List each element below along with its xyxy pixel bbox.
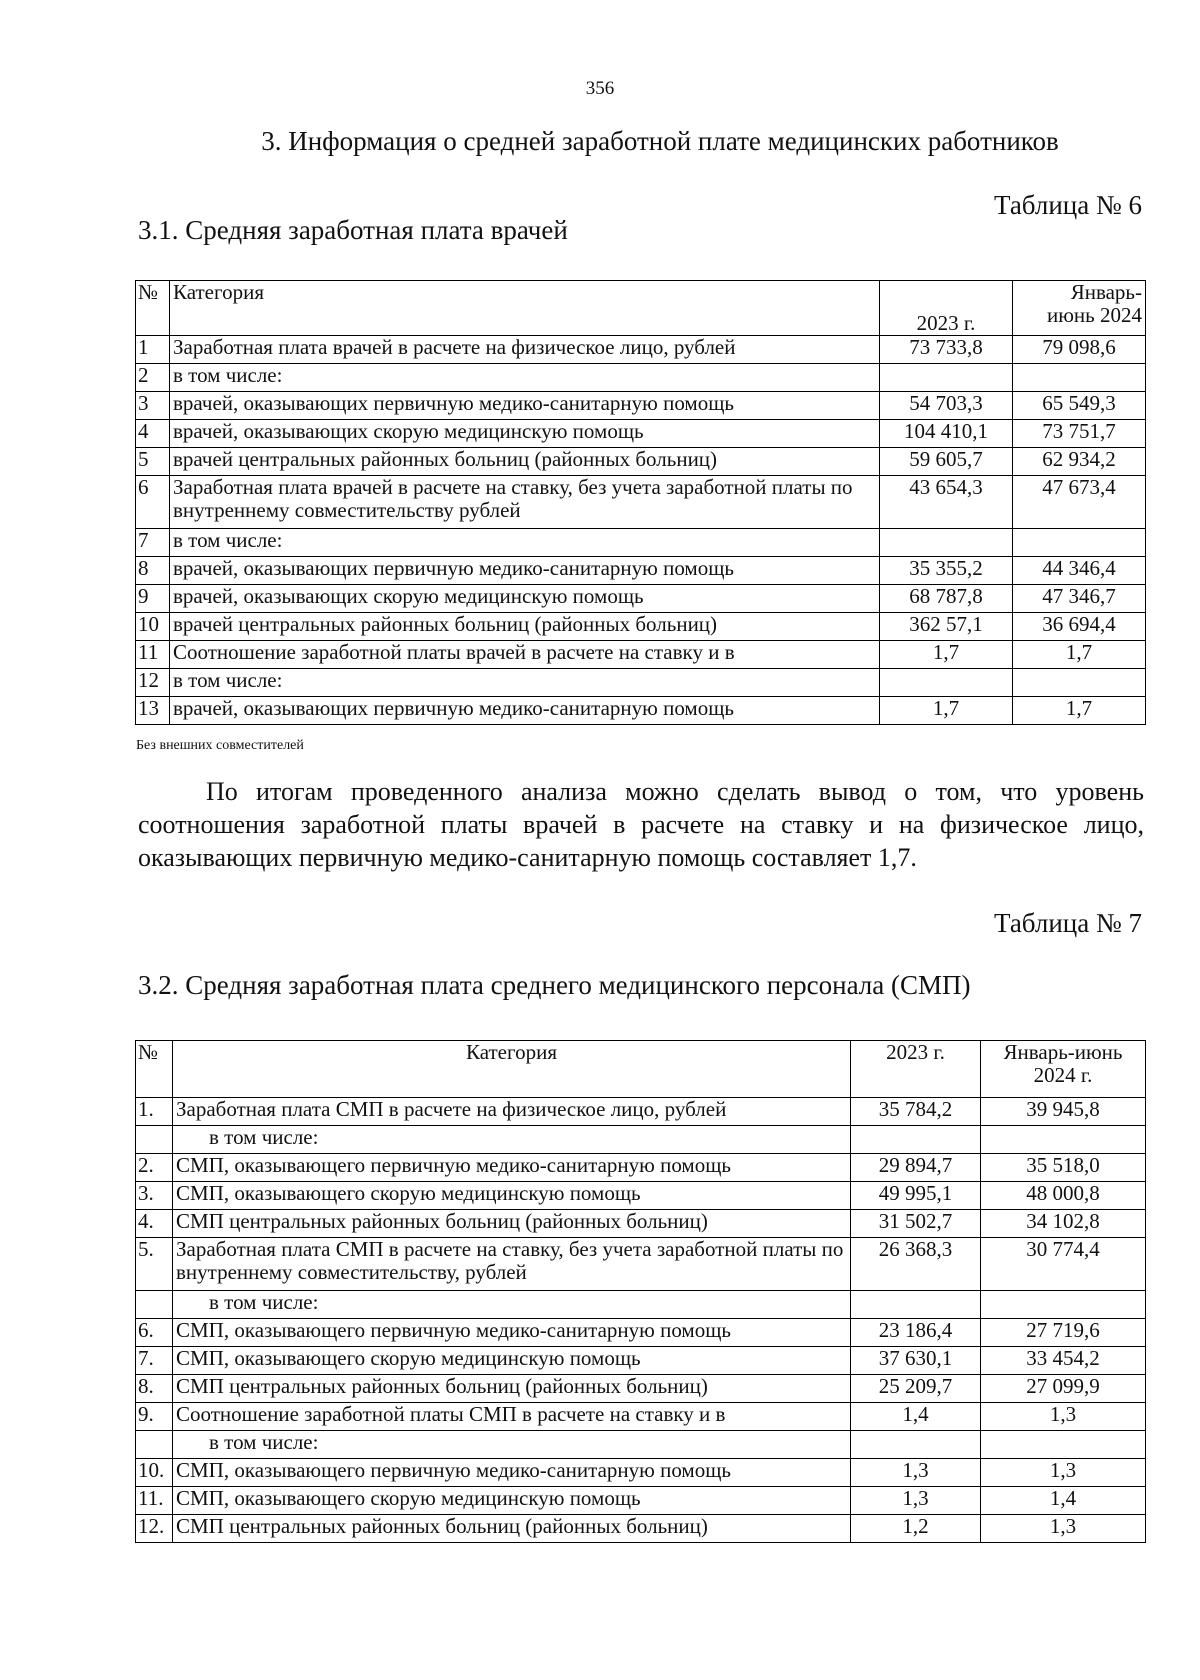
table-6-label: Таблица № 6: [994, 190, 1142, 220]
row-category: в том числе:: [170, 669, 880, 697]
row-category: СМП, оказывающего скорую медицинскую помощь: [173, 1182, 851, 1210]
table-header-row: [136, 1041, 1146, 1098]
row-number: 13: [136, 697, 170, 725]
row-value-jan-jun-2024: 1,7: [1013, 641, 1146, 669]
row-number: [136, 1291, 173, 1319]
row-number: 3: [136, 392, 170, 420]
header-category: Категория: [170, 281, 880, 336]
row-number: 3.: [136, 1182, 173, 1210]
table-row: [136, 1182, 1146, 1210]
row-value-jan-jun-2024: 33 454,2: [981, 1347, 1146, 1375]
row-value-2023: [851, 1291, 981, 1319]
row-value-2023: 37 630,1: [851, 1347, 981, 1375]
row-value-2023: 43 654,3: [880, 476, 1013, 529]
header-category: Категория: [173, 1041, 851, 1098]
row-category: СМП центральных районных больниц (районных больниц): [173, 1375, 851, 1403]
row-number: [136, 1431, 173, 1459]
row-value-2023: 1,7: [880, 641, 1013, 669]
row-value-2023: [880, 529, 1013, 557]
row-value-2023: 29 894,7: [851, 1154, 981, 1182]
table-row: [136, 557, 1146, 585]
row-category: врачей, оказывающих скорую медицинскую помощь: [170, 420, 880, 448]
row-value-jan-jun-2024: 1,3: [981, 1403, 1146, 1431]
row-value-jan-jun-2024: 39 945,8: [981, 1098, 1146, 1126]
table-row: [136, 1238, 1146, 1291]
row-category: в том числе:: [170, 529, 880, 557]
row-value-2023: [880, 364, 1013, 392]
row-value-jan-jun-2024: 30 774,4: [981, 1238, 1146, 1291]
table-7-label: Таблица № 7: [994, 908, 1142, 938]
row-number: 2: [136, 364, 170, 392]
row-value-jan-jun-2024: 47 346,7: [1013, 585, 1146, 613]
row-category: в том числе:: [173, 1126, 851, 1154]
row-value-2023: 1,3: [851, 1459, 981, 1487]
row-category: СМП, оказывающего скорую медицинскую помощь: [173, 1487, 851, 1515]
row-value-2023: 23 186,4: [851, 1319, 981, 1347]
row-category: в том числе:: [173, 1431, 851, 1459]
table-row: [136, 669, 1146, 697]
row-value-jan-jun-2024: 1,7: [1013, 697, 1146, 725]
row-value-2023: 54 703,3: [880, 392, 1013, 420]
table-row: [136, 613, 1146, 641]
table-6-title: 3.1. Средняя заработная плата врачей: [138, 215, 568, 245]
row-value-2023: 362 57,1: [880, 613, 1013, 641]
row-number: 5: [136, 448, 170, 476]
row-value-jan-jun-2024: 79 098,6: [1013, 336, 1146, 364]
row-value-2023: 25 209,7: [851, 1375, 981, 1403]
row-category: Соотношение заработной платы СМП в расчете на ставку и в: [173, 1403, 851, 1431]
row-number: 4.: [136, 1210, 173, 1238]
row-category: врачей, оказывающих первичную медико-санитарную помощь: [170, 697, 880, 725]
table-row: [136, 1154, 1146, 1182]
table-7-body: [136, 1098, 1146, 1543]
table-row: [136, 697, 1146, 725]
row-value-2023: 35 784,2: [851, 1098, 981, 1126]
row-number: 6.: [136, 1319, 173, 1347]
row-category: СМП, оказывающего первичную медико-санитарную помощь: [173, 1154, 851, 1182]
nurses-salary-table: [135, 1040, 1146, 1543]
row-value-2023: [851, 1431, 981, 1459]
table-6-footnote: Без внешних совместителей: [136, 738, 304, 753]
row-number: 11: [136, 641, 170, 669]
row-value-2023: 35 355,2: [880, 557, 1013, 585]
row-value-2023: 104 410,1: [880, 420, 1013, 448]
row-number: 9: [136, 585, 170, 613]
row-value-2023: [880, 669, 1013, 697]
row-value-2023: 49 995,1: [851, 1182, 981, 1210]
table-header-row: [136, 281, 1146, 336]
row-value-2023: 1,4: [851, 1403, 981, 1431]
table-row: [136, 364, 1146, 392]
table-row: [136, 392, 1146, 420]
row-category: в том числе:: [173, 1291, 851, 1319]
conclusion-paragraph: [138, 775, 1144, 874]
row-value-2023: 31 502,7: [851, 1210, 981, 1238]
row-value-jan-jun-2024: 1,4: [981, 1487, 1146, 1515]
row-category: СМП, оказывающего скорую медицинскую помощь: [173, 1347, 851, 1375]
row-value-jan-jun-2024: 1,3: [981, 1459, 1146, 1487]
header-number: №: [136, 1041, 173, 1098]
row-number: 12.: [136, 1515, 173, 1543]
row-value-jan-jun-2024: [981, 1431, 1146, 1459]
header-2023: 2023 г.: [851, 1041, 981, 1098]
table-row: [136, 1347, 1146, 1375]
row-category: Заработная плата врачей в расчете на физическое лицо, рублей: [170, 336, 880, 364]
table-row: [136, 1487, 1146, 1515]
row-value-jan-jun-2024: 62 934,2: [1013, 448, 1146, 476]
row-category: Заработная плата врачей в расчете на ставку, без учета заработной платы по внутреннему совместительству рублей: [170, 476, 880, 529]
row-category: врачей, оказывающих первичную медико-санитарную помощь: [170, 392, 880, 420]
table-row: [136, 1210, 1146, 1238]
row-number: 10.: [136, 1459, 173, 1487]
row-number: 7: [136, 529, 170, 557]
row-category: в том числе:: [170, 364, 880, 392]
table-row: [136, 420, 1146, 448]
row-value-jan-jun-2024: 27 099,9: [981, 1375, 1146, 1403]
row-value-jan-jun-2024: 1,3: [981, 1515, 1146, 1543]
row-value-jan-jun-2024: [981, 1126, 1146, 1154]
header-2023: 2023 г.: [880, 281, 1013, 336]
row-value-jan-jun-2024: 73 751,7: [1013, 420, 1146, 448]
row-value-2023: 1,2: [851, 1515, 981, 1543]
table-row: [136, 1291, 1146, 1319]
page-number: 356: [585, 78, 615, 99]
table-row: [136, 1515, 1146, 1543]
row-value-2023: 1,3: [851, 1487, 981, 1515]
table-7-title: 3.2. Средняя заработная плата среднего медицинского персонала (СМП): [138, 970, 971, 1000]
row-category: Заработная плата СМП в расчете на ставку, без учета заработной платы по внутреннему совместительству, рублей: [173, 1238, 851, 1291]
row-value-jan-jun-2024: 27 719,6: [981, 1319, 1146, 1347]
table-row: [136, 1459, 1146, 1487]
row-category: врачей центральных районных больниц (районных больниц): [170, 448, 880, 476]
row-number: [136, 1126, 173, 1154]
row-value-jan-jun-2024: [1013, 529, 1146, 557]
table-row: [136, 448, 1146, 476]
row-category: СМП, оказывающего первичную медико-санитарную помощь: [173, 1459, 851, 1487]
row-number: 12: [136, 669, 170, 697]
row-value-2023: 1,7: [880, 697, 1013, 725]
table-row: [136, 476, 1146, 529]
row-number: 11.: [136, 1487, 173, 1515]
header-number: №: [136, 281, 170, 336]
table-row: [136, 1431, 1146, 1459]
row-value-2023: 73 733,8: [880, 336, 1013, 364]
row-category: врачей, оказывающих первичную медико-санитарную помощь: [170, 557, 880, 585]
row-category: СМП центральных районных больниц (районных больниц): [173, 1210, 851, 1238]
row-number: 1: [136, 336, 170, 364]
row-category: СМП, оказывающего первичную медико-санитарную помощь: [173, 1319, 851, 1347]
table-row: [136, 1319, 1146, 1347]
row-value-jan-jun-2024: 44 346,4: [1013, 557, 1146, 585]
header-jan-jun-2024: Январь-июнь 2024 г.: [981, 1041, 1146, 1098]
row-value-jan-jun-2024: 47 673,4: [1013, 476, 1146, 529]
row-number: 10: [136, 613, 170, 641]
header-jan-jun-2024: Январь- июнь 2024: [1013, 281, 1146, 336]
row-number: 8.: [136, 1375, 173, 1403]
row-value-2023: [851, 1126, 981, 1154]
row-number: 6: [136, 476, 170, 529]
row-number: 5.: [136, 1238, 173, 1291]
table-row: [136, 1126, 1146, 1154]
table-row: [136, 585, 1146, 613]
conclusion-text: По итогам проведенного анализа можно сделать вывод о том, что уровень соотношения заработной платы врачей в расчете на ставку и на физическое лицо, оказывающих первичную медико-санитарную помощь составляет 1,7.: [138, 777, 1144, 872]
row-value-jan-jun-2024: 35 518,0: [981, 1154, 1146, 1182]
row-category: СМП центральных районных больниц (районных больниц): [173, 1515, 851, 1543]
row-value-jan-jun-2024: [981, 1291, 1146, 1319]
row-number: 7.: [136, 1347, 173, 1375]
row-value-jan-jun-2024: 65 549,3: [1013, 392, 1146, 420]
row-number: 9.: [136, 1403, 173, 1431]
row-number: 2.: [136, 1154, 173, 1182]
row-value-jan-jun-2024: 36 694,4: [1013, 613, 1146, 641]
row-value-jan-jun-2024: 48 000,8: [981, 1182, 1146, 1210]
row-category: Заработная плата СМП в расчете на физическое лицо, рублей: [173, 1098, 851, 1126]
row-value-jan-jun-2024: [1013, 364, 1146, 392]
table-row: [136, 529, 1146, 557]
row-value-2023: 68 787,8: [880, 585, 1013, 613]
table-row: [136, 1375, 1146, 1403]
row-value-jan-jun-2024: 34 102,8: [981, 1210, 1146, 1238]
row-value-jan-jun-2024: [1013, 669, 1146, 697]
row-value-2023: 26 368,3: [851, 1238, 981, 1291]
table-row: [136, 336, 1146, 364]
table-6-body: [136, 336, 1146, 725]
row-value-2023: 59 605,7: [880, 448, 1013, 476]
row-number: 1.: [136, 1098, 173, 1126]
row-category: врачей центральных районных больниц (районных больниц): [170, 613, 880, 641]
section-heading: 3. Информация о средней заработной плате медицинских работников: [261, 126, 1059, 156]
table-row: [136, 1403, 1146, 1431]
table-row: [136, 641, 1146, 669]
row-number: 8: [136, 557, 170, 585]
row-number: 4: [136, 420, 170, 448]
row-category: Соотношение заработной платы врачей в расчете на ставку и в: [170, 641, 880, 669]
row-category: врачей, оказывающих скорую медицинскую помощь: [170, 585, 880, 613]
table-row: [136, 1098, 1146, 1126]
doctors-salary-table: [135, 280, 1146, 725]
